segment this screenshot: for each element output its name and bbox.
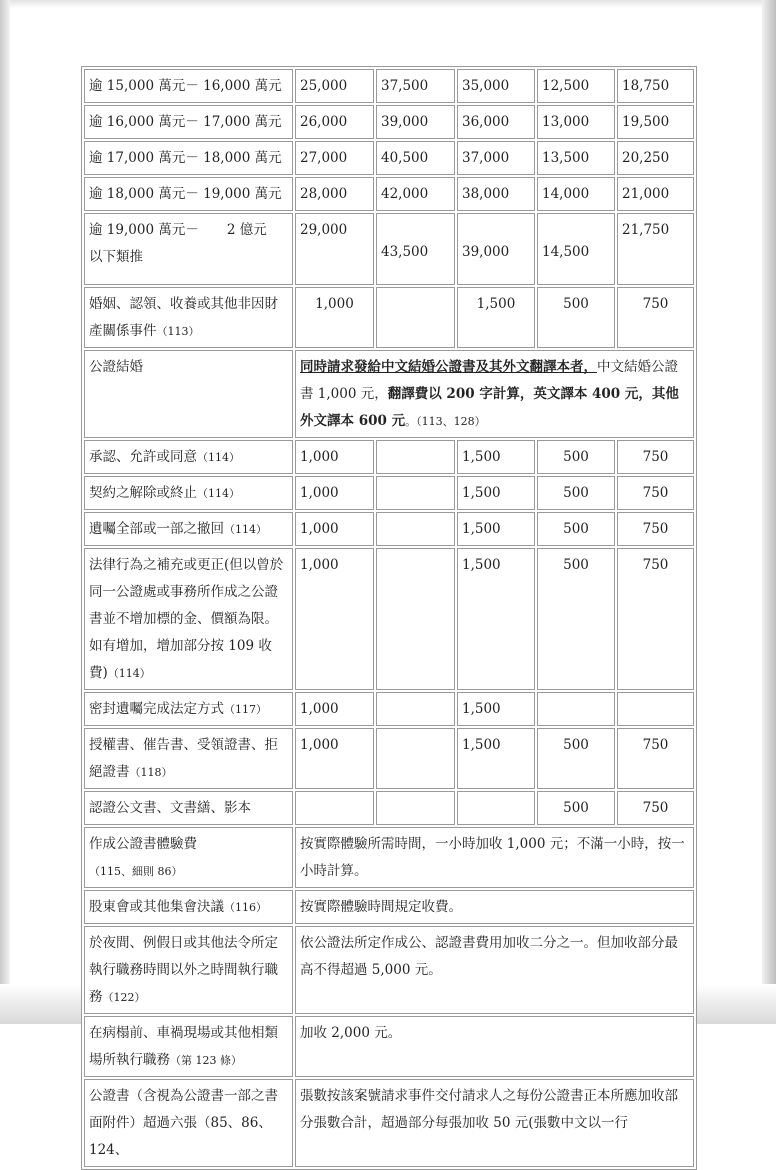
item-ref: （115、細則 86） <box>89 865 183 878</box>
item-text: 2 億元 <box>226 222 267 238</box>
fee-cell: 39,000 <box>376 105 455 139</box>
fee-cell: 500 <box>537 512 615 546</box>
item-text: 承認、允許或同意 <box>89 449 197 465</box>
item-cell <box>84 890 293 924</box>
fee-cell: 750 <box>617 512 694 546</box>
notary-fee-table <box>81 66 697 1170</box>
fee-cell: 21,000 <box>617 177 694 211</box>
fee-cell: 26,000 <box>295 105 374 139</box>
fee-cell <box>457 213 535 285</box>
item-text: 股東會或其他集會決議 <box>89 899 224 915</box>
table-row <box>84 1016 694 1077</box>
item-text: 契約之解除或終止 <box>89 485 197 501</box>
item-text: 授權書、催告書、受領證書、拒絕證書 <box>89 737 278 780</box>
item-text: 以下類推 <box>89 249 143 265</box>
fee-cell: 1,000 <box>295 692 374 726</box>
note-cell: 依公證法所定作成公、認證書費用加收二分之一。但加收部分最高不得超過 5,000 元。 <box>295 926 694 1014</box>
fee-cell: 500 <box>537 728 615 789</box>
fee-cell <box>376 440 455 474</box>
item-cell: 逾 16,000 萬元－ 17,000 萬元 <box>84 105 293 139</box>
fee-cell <box>376 287 455 348</box>
fee-cell: 1,500 <box>457 287 535 348</box>
page-left-shadow <box>0 0 10 1024</box>
item-cell <box>84 512 293 546</box>
fee-cell: 750 <box>617 728 694 789</box>
page-top-shadow <box>0 0 776 8</box>
item-ref: （122） <box>102 991 146 1004</box>
fee-cell <box>376 728 455 789</box>
table-row <box>84 287 694 348</box>
fee-cell <box>537 692 615 726</box>
note-cell: 加收 2,000 元。 <box>295 1016 694 1077</box>
fee-cell: 19,500 <box>617 105 694 139</box>
table-row <box>84 440 694 474</box>
fee-cell: 38,000 <box>457 177 535 211</box>
fee-cell <box>295 791 374 825</box>
item-ref: （114） <box>197 451 240 464</box>
fee-cell: 28,000 <box>295 177 374 211</box>
fee-value: 39,000 <box>462 244 510 260</box>
fee-cell: 750 <box>617 476 694 510</box>
fee-cell: 37,500 <box>376 69 455 103</box>
fee-cell: 1,000 <box>295 440 374 474</box>
fee-cell: 27,000 <box>295 141 374 175</box>
fee-cell: 35,000 <box>457 69 535 103</box>
table-row <box>84 213 694 285</box>
fee-cell <box>376 791 455 825</box>
fee-cell: 29,000 <box>295 213 374 285</box>
item-ref: （114） <box>224 523 267 536</box>
fee-cell: 12,500 <box>537 69 615 103</box>
table-row <box>84 1079 694 1167</box>
fee-cell: 1,000 <box>295 728 374 789</box>
table-row <box>84 105 694 139</box>
fee-cell: 500 <box>537 548 615 690</box>
note-text: 同時請求發給中文結婚公證書及其外文翻譯本者， <box>300 359 597 375</box>
fee-cell: 18,750 <box>617 69 694 103</box>
item-ref: （114） <box>107 667 151 680</box>
fee-cell: 750 <box>617 791 694 825</box>
item-cell <box>84 827 293 888</box>
fee-cell <box>376 213 455 285</box>
table-row <box>84 692 694 726</box>
note-text: 翻譯費以 200 字計算，英文譯本 400 元，其他外文譯本 600 元 <box>300 386 679 429</box>
item-cell: 逾 17,000 萬元－ 18,000 萬元 <box>84 141 293 175</box>
note-text: 。（113、128） <box>405 415 486 428</box>
fee-cell <box>457 791 535 825</box>
fee-cell: 1,500 <box>457 512 535 546</box>
item-text: 在病榻前、車禍現場或其他相類場所執行職務 <box>89 1025 278 1068</box>
item-cell <box>84 1016 293 1077</box>
item-ref: （116） <box>224 901 267 914</box>
fee-cell: 1,000 <box>295 476 374 510</box>
item-ref: （113） <box>156 325 200 338</box>
item-text: 密封遺囑完成法定方式 <box>89 701 224 717</box>
fee-cell: 37,000 <box>457 141 535 175</box>
note-cell: 張數按該案號請求事件交付請求人之每份公證書正本所應加收部分張數合計，超過部分每張加收 50 元(張數中文以一行 <box>295 1079 694 1167</box>
fee-cell: 500 <box>537 791 615 825</box>
fee-cell <box>537 213 615 285</box>
item-cell: 逾 18,000 萬元－ 19,000 萬元 <box>84 177 293 211</box>
page-right-shadow <box>762 0 776 1024</box>
table-row <box>84 890 694 924</box>
fee-cell: 20,250 <box>617 141 694 175</box>
item-ref: （第 123 條） <box>170 1054 242 1067</box>
item-ref: （117） <box>224 703 267 716</box>
fee-cell: 40,500 <box>376 141 455 175</box>
item-text: 婚姻、認領、收養或其他非因財產關係事件 <box>89 296 278 339</box>
item-text: 法律行為之補充或更正(但以曾於同一公證處或事務所作成之公證書並不增加標的金、價額為限。如有增加，增加部分按 109 收費) <box>89 557 284 681</box>
note-cell: 按實際體驗所需時間，一小時加收 1,000 元；不滿一小時，按一小時計算。 <box>295 827 694 888</box>
item-cell <box>84 548 293 690</box>
item-cell <box>84 476 293 510</box>
item-cell <box>84 440 293 474</box>
item-ref: （114） <box>197 487 240 500</box>
item-text: 作成公證書體驗費 <box>89 836 197 852</box>
fee-cell: 1,000 <box>295 287 374 348</box>
table-row <box>84 350 694 438</box>
table-row <box>84 926 694 1014</box>
fee-cell: 1,500 <box>457 440 535 474</box>
fee-cell <box>376 548 455 690</box>
fee-cell: 750 <box>617 287 694 348</box>
fee-cell: 13,000 <box>537 105 615 139</box>
fee-cell <box>376 476 455 510</box>
note-text: 中文結婚公證書 1,000 元， <box>300 359 678 402</box>
item-text: 逾 19,000 萬元－ <box>89 222 199 238</box>
fee-cell: 1,500 <box>457 728 535 789</box>
item-cell <box>84 287 293 348</box>
fee-cell: 1,000 <box>295 548 374 690</box>
table-row <box>84 476 694 510</box>
table-row <box>84 728 694 789</box>
item-text: 於夜間、例假日或其他法令所定執行職務時間以外之時間執行職務 <box>89 935 278 1005</box>
table-row <box>84 69 694 103</box>
table-row <box>84 141 694 175</box>
fee-cell: 750 <box>617 548 694 690</box>
fee-cell: 21,750 <box>617 213 694 285</box>
item-cell <box>84 692 293 726</box>
fee-cell: 1,000 <box>295 512 374 546</box>
fee-cell <box>376 692 455 726</box>
item-cell <box>84 728 293 789</box>
item-cell: 公證書（含視為公證書一部之書面附件）超過六張（85、86、124、 <box>84 1079 293 1167</box>
table-row <box>84 827 694 888</box>
fee-cell: 14,000 <box>537 177 615 211</box>
table-row <box>84 177 694 211</box>
fee-cell: 750 <box>617 440 694 474</box>
fee-cell: 42,000 <box>376 177 455 211</box>
fee-cell <box>376 512 455 546</box>
item-text: 遺囑全部或一部之撤回 <box>89 521 224 537</box>
fee-cell <box>617 692 694 726</box>
item-cell: 逾 15,000 萬元－ 16,000 萬元 <box>84 69 293 103</box>
fee-cell: 500 <box>537 476 615 510</box>
fee-cell: 500 <box>537 287 615 348</box>
fee-cell: 13,500 <box>537 141 615 175</box>
fee-cell: 25,000 <box>295 69 374 103</box>
item-cell <box>84 926 293 1014</box>
item-cell <box>84 213 293 285</box>
fee-cell: 1,500 <box>457 692 535 726</box>
fee-value: 43,500 <box>381 244 429 260</box>
item-cell: 公證結婚 <box>84 350 293 438</box>
item-cell: 認證公文書、文書繕、影本 <box>84 791 293 825</box>
fee-value: 14,500 <box>542 244 590 260</box>
table-row <box>84 548 694 690</box>
item-ref: （118） <box>129 766 173 779</box>
table-row <box>84 512 694 546</box>
fee-cell: 1,500 <box>457 548 535 690</box>
fee-cell: 36,000 <box>457 105 535 139</box>
note-cell: 按實際體驗時間規定收費。 <box>295 890 694 924</box>
fee-cell: 1,500 <box>457 476 535 510</box>
fee-cell: 500 <box>537 440 615 474</box>
note-cell <box>295 350 694 438</box>
table-row <box>84 791 694 825</box>
